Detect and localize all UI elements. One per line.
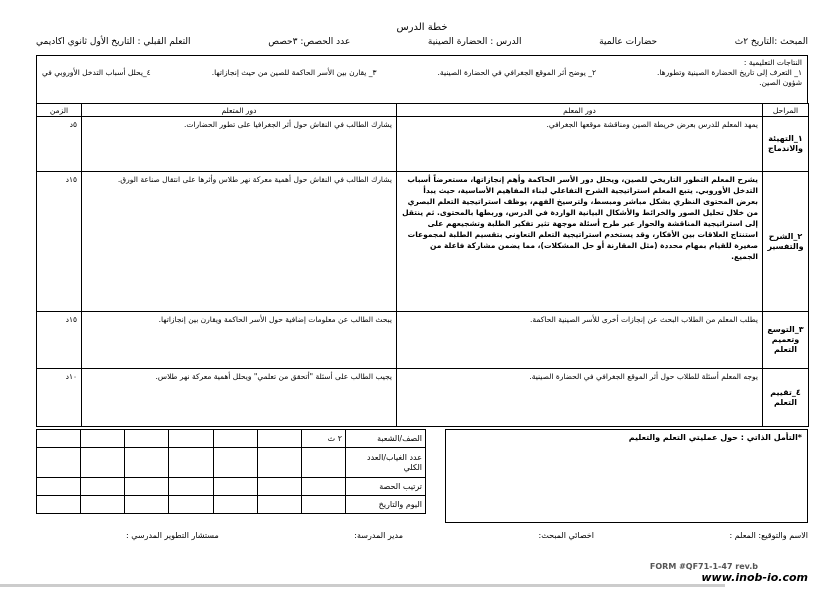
teacher-role: يطلب المعلم من الطلاب البحث عن إنجازات أخرى للأسر الصينية الحاكمة.	[397, 312, 763, 369]
learner-role: يشارك الطالب في النقاش حول أهمية معركة نهر طلاس وأثرها على انتقال صناعة الورق.	[82, 172, 397, 312]
attendance-cell[interactable]	[169, 448, 213, 478]
learner-role: يجيب الطالب على أسئلة "أتحقق من تعلمي" ويحلل أهمية معركة نهر طلاس.	[82, 369, 397, 427]
attendance-cell[interactable]	[169, 430, 213, 448]
unit: حضارات عالمية	[599, 37, 658, 47]
signature-principal: مدير المدرسة:	[354, 531, 403, 540]
outcomes-heading: النتاجات التعليمية :	[743, 58, 802, 67]
lesson-plan-page	[36, 0, 808, 587]
attendance-cell[interactable]	[257, 478, 301, 496]
attendance-cell[interactable]	[169, 478, 213, 496]
attendance-cell[interactable]	[257, 448, 301, 478]
attendance-cell[interactable]	[301, 478, 345, 496]
learning-outcomes	[36, 55, 808, 103]
footer-divider	[0, 584, 725, 587]
header-stages: المراحل	[763, 104, 809, 117]
signatures-row	[36, 531, 808, 540]
lesson: الدرس : الحضارة الصينية	[427, 37, 522, 47]
attendance-cell[interactable]	[37, 448, 81, 478]
attendance-table	[36, 429, 426, 514]
reflection-label: *التأمل الذاتي : حول عمليتي التعلم والتعليم	[628, 433, 802, 442]
attendance-cell[interactable]	[37, 478, 81, 496]
stage-label: ٢_الشرح والتفسير	[767, 231, 804, 251]
attendance-cell[interactable]	[213, 430, 257, 448]
form-number: FORM #QF71-1-47 rev.b	[649, 562, 758, 571]
header-teacher: دور المعلم	[397, 104, 763, 117]
attendance-row	[37, 448, 426, 478]
stage-label: ١_التهيئة والاندماج	[767, 134, 804, 153]
attendance-label: اليوم والتاريخ	[346, 496, 426, 514]
learner-role: يشارك الطالب في النقاش حول أثر الجغرافيا على تطور الحضارات.	[82, 117, 397, 172]
attendance-cell[interactable]	[257, 430, 301, 448]
attendance-cell[interactable]	[81, 478, 125, 496]
attendance-cell[interactable]	[213, 496, 257, 514]
time-value: ٥د	[37, 117, 82, 172]
time-value: ١٥د	[37, 312, 82, 369]
teacher-role: يمهد المعلم للدرس بعرض خريطة الصين ومناقشة موقعها الجغرافي.	[397, 117, 763, 172]
attendance-cell[interactable]	[213, 478, 257, 496]
attendance-cell[interactable]	[125, 448, 169, 478]
time-value: ١٥د	[37, 172, 82, 312]
stage-label: ٣_التوسع وتعميم التعلم	[767, 325, 804, 354]
footer	[36, 562, 808, 584]
attendance-label: عدد الغياب/العدد الكلي	[346, 448, 426, 478]
attendance-cell[interactable]	[37, 496, 81, 514]
header-time: الزمن	[37, 104, 82, 117]
prior-learning: التعلم القبلي : التاريخ الأول ثانوي اكاديمي	[36, 37, 191, 47]
attendance-cell[interactable]	[125, 496, 169, 514]
outcome-1: ١_ التعرف إلى تاريخ الحضارة الصينية وتطورها.	[656, 68, 802, 77]
attendance-row	[37, 430, 426, 448]
stage-label: ٤_تقييم التعلم	[770, 387, 801, 407]
attendance-cell[interactable]	[81, 496, 125, 514]
attendance-cell[interactable]: ٢ ث	[301, 430, 345, 448]
attendance-label: ترتيب الحصة	[346, 478, 426, 496]
bottom-section	[36, 429, 808, 523]
attendance-row	[37, 496, 426, 514]
signature-school-development: مستشار التطوير المدرسي :	[126, 531, 219, 540]
attendance-cell[interactable]	[301, 496, 345, 514]
teacher-role: يوجه المعلم أسئلة للطلاب حول أثر الموقع الجغرافي في الحضارة الصينية.	[397, 369, 763, 427]
subject: المبحث :التاريخ ٢ث	[734, 37, 808, 47]
attendance-cell[interactable]	[81, 448, 125, 478]
table-row	[37, 117, 809, 172]
outcome-3: ٣_ يقارن بين الأسر الحاكمة للصين من حيث إنجازاتها.	[211, 68, 377, 77]
header-learner: دور المتعلم	[82, 104, 397, 117]
periods: عدد الحصص: ٣حصص	[268, 37, 351, 47]
teacher-role: يشرح المعلم التطور التاريخي للصين، ويحلل دور الأسر الحاكمة وأهم إنجازاتها، مستعرضاً أسباب التدخل الأوروبي. يتبع المعلم استراتيجية الشرح التفاعلي لبناء المفاهيم الأساسية، حيث يبدأ بعرض المحتوى النظري بشكل مباشر ومبسط، ولترسيخ الفهم، يوظف استراتيجية التعلم البصري من خلال تحليل الصور والخرائط والأشكال البيانية الواردة في الدرس، وربطها بالمحتوى. ثم ينتقل إلى استراتيجية المناقشة والحوار عبر طرح أسئلة موجهة تثير تفكير الطلبة وتشجيعهم على استنتاج العلاقات بين الأفكار، وقد يستخدم استراتيجية التعلم التعاوني بتقسيم الطلبة لمجموعات صغيرة للقيام بمهام محددة (مثل المقارنة أو حل المشكلات)، مما يضمن مشاركة فاعلة من الجميع.	[397, 172, 763, 312]
attendance-cell[interactable]	[301, 448, 345, 478]
attendance-cell[interactable]	[37, 430, 81, 448]
time-value: ١٠د	[37, 369, 82, 427]
self-reflection-box[interactable]	[445, 429, 808, 523]
signature-teacher: الاسم والتوقيع: المعلم :	[729, 531, 808, 540]
table-row	[37, 369, 809, 427]
lesson-header	[36, 37, 808, 47]
learner-role: يبحث الطالب عن معلومات إضافية حول الأسر الحاكمة ويقارن بين إنجازاتها.	[82, 312, 397, 369]
attendance-cell[interactable]	[257, 496, 301, 514]
attendance-cell[interactable]	[125, 430, 169, 448]
attendance-cell[interactable]	[213, 448, 257, 478]
outcome-2: ٢_ يوضح أثر الموقع الجغرافي في الحضارة الصينية.	[437, 68, 596, 77]
attendance-cell[interactable]	[81, 430, 125, 448]
outcome-4: ٤_يحلل أسباب التدخل الأوروبي في	[42, 68, 151, 77]
table-row	[37, 172, 809, 312]
lesson-table	[36, 103, 809, 427]
attendance-cell[interactable]	[125, 478, 169, 496]
attendance-row	[37, 478, 426, 496]
outcome-continuation: شؤون الصين.	[759, 78, 802, 87]
signature-subject-specialist: اخصائي المبحث:	[538, 531, 594, 540]
website-link[interactable]: www.inob-io.com	[701, 571, 808, 584]
table-row	[37, 312, 809, 369]
attendance-cell[interactable]	[169, 496, 213, 514]
page-title: خطة الدرس	[396, 22, 448, 33]
attendance-label: الصف/الشعبة	[346, 430, 426, 448]
